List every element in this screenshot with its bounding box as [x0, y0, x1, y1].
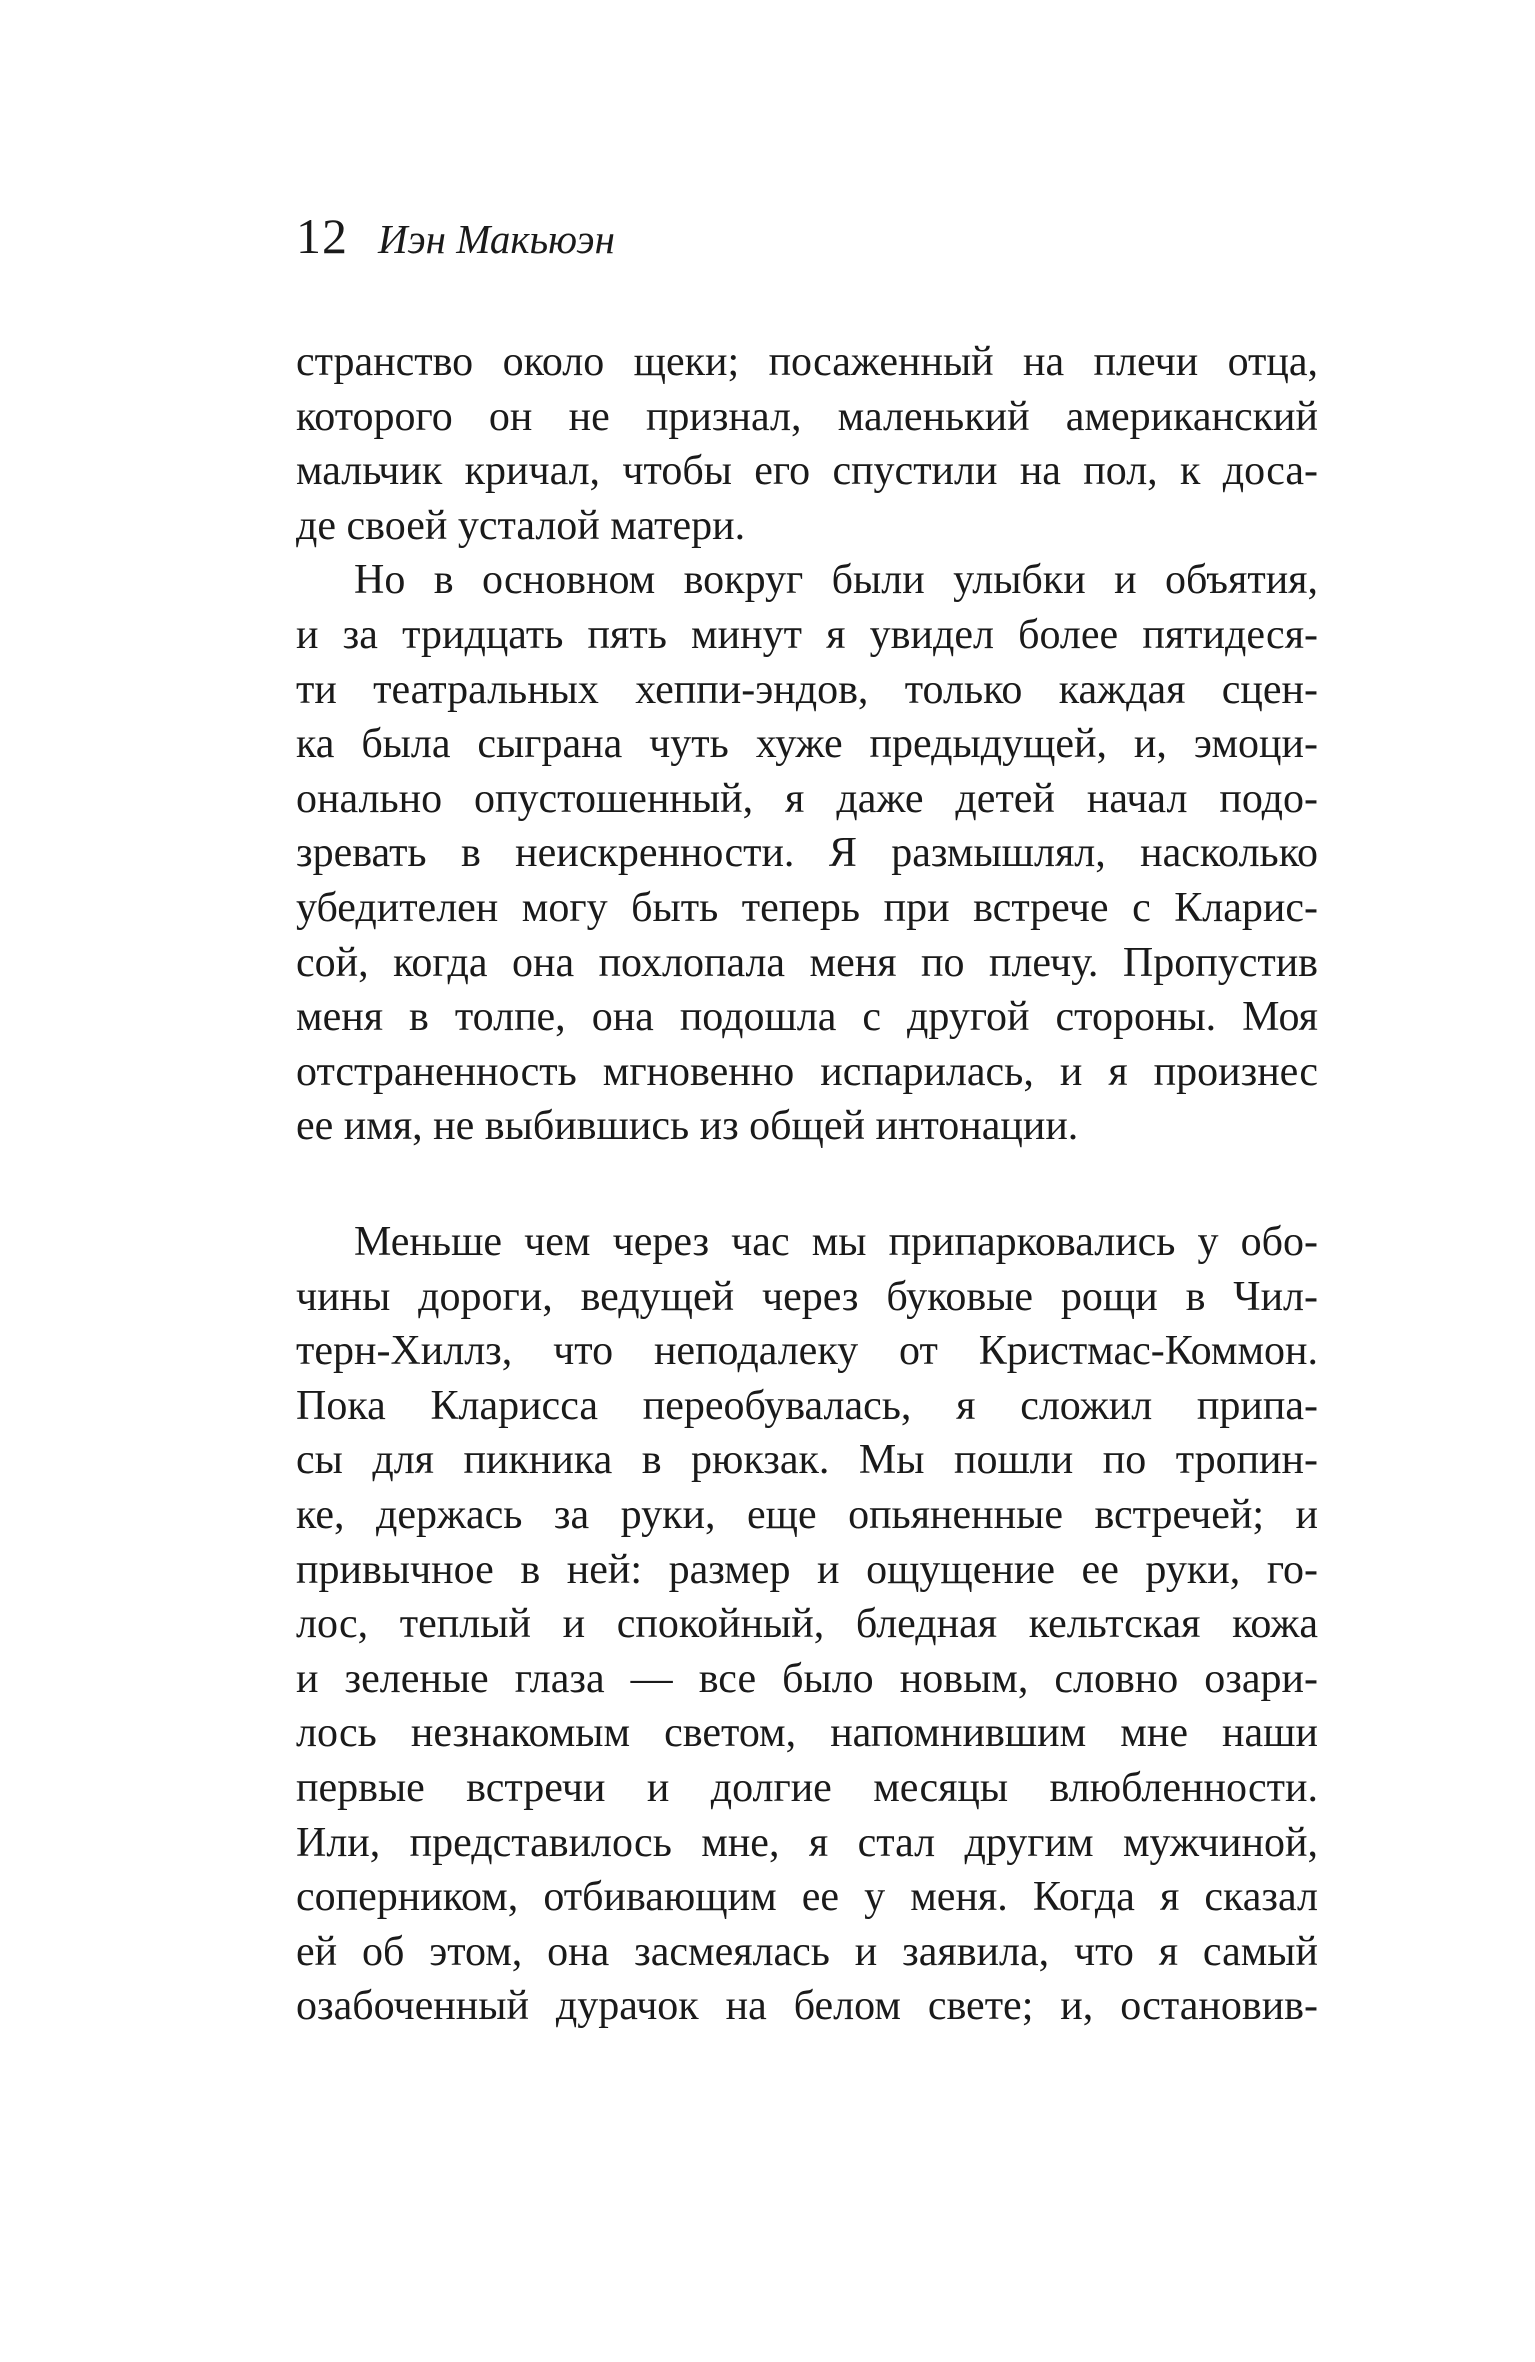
running-head	[296, 206, 615, 266]
text-line: де своей усталой матери.	[296, 502, 746, 549]
text-block-2	[296, 1215, 1318, 2034]
text-line: убедителен могу быть теперь при встрече с Кларис-	[296, 884, 1318, 931]
text-line: меня в толпе, она подошла с другой стороны. Моя	[296, 994, 1318, 1041]
text-line: которого он не признал, маленький американский	[296, 393, 1318, 440]
text-line: терн-Хиллз, что неподалеку от Кристмас-Коммон.	[296, 1328, 1318, 1375]
text-line: и за тридцать пять минут я увидел более пятидеся-	[296, 611, 1318, 658]
text-line: Или, представилось мне, я стал другим мужчиной,	[296, 1819, 1318, 1866]
text-block-1	[296, 335, 1318, 1154]
text-line: зревать в неискренности. Я размышлял, насколько	[296, 830, 1318, 877]
text-line: отстраненность мгновенно испарилась, и я произнес	[296, 1048, 1318, 1095]
text-line: и зеленые глаза — все было новым, словно озари-	[296, 1655, 1318, 1702]
text-line: ей об этом, она засмеялась и заявила, что я самый	[296, 1928, 1318, 1975]
text-line: лось незнакомым светом, напомнившим мне наши	[296, 1710, 1318, 1757]
text-line: онально опустошенный, я даже детей начал подо-	[296, 775, 1318, 822]
text-line: лос, теплый и спокойный, бледная кельтская кожа	[296, 1601, 1318, 1648]
text-line: чины дороги, ведущей через буковые рощи в Чил-	[296, 1273, 1318, 1320]
text-line: Но в основном вокруг были улыбки и объятия,	[354, 557, 1318, 604]
text-line: Пока Кларисса переобувалась, я сложил припа-	[296, 1382, 1318, 1429]
text-line: странство около щеки; посаженный на плечи отца,	[296, 339, 1318, 385]
text-line: озабоченный дурачок на белом свете; и, остановив-	[296, 1983, 1318, 2030]
text-line: ке, держась за руки, еще опьяненные встречей; и	[296, 1491, 1318, 1538]
text-line: ее имя, не выбившись из общей интонации.	[296, 1103, 1079, 1150]
text-line: ка была сыграна чуть хуже предыдущей, и, эмоци-	[296, 721, 1318, 768]
text-line: мальчик кричал, чтобы его спустили на пол, к доса-	[296, 448, 1318, 495]
author-name: Иэн Макьюэн	[378, 216, 615, 262]
text-line: первые встречи и долгие месяцы влюбленности.	[296, 1764, 1318, 1811]
page-number: 12	[296, 208, 348, 264]
text-line: сы для пикника в рюкзак. Мы пошли по тропин-	[296, 1437, 1318, 1484]
text-line: Меньше чем через час мы припарковались у обо-	[354, 1219, 1318, 1265]
text-line: привычное в ней: размер и ощущение ее руки, го-	[296, 1546, 1318, 1593]
text-line: соперником, отбивающим ее у меня. Когда я сказал	[296, 1874, 1318, 1921]
text-line: сой, когда она похлопала меня по плечу. Пропустив	[296, 939, 1318, 986]
text-line: ти театральных хеппи-эндов, только каждая сцен-	[296, 666, 1318, 713]
